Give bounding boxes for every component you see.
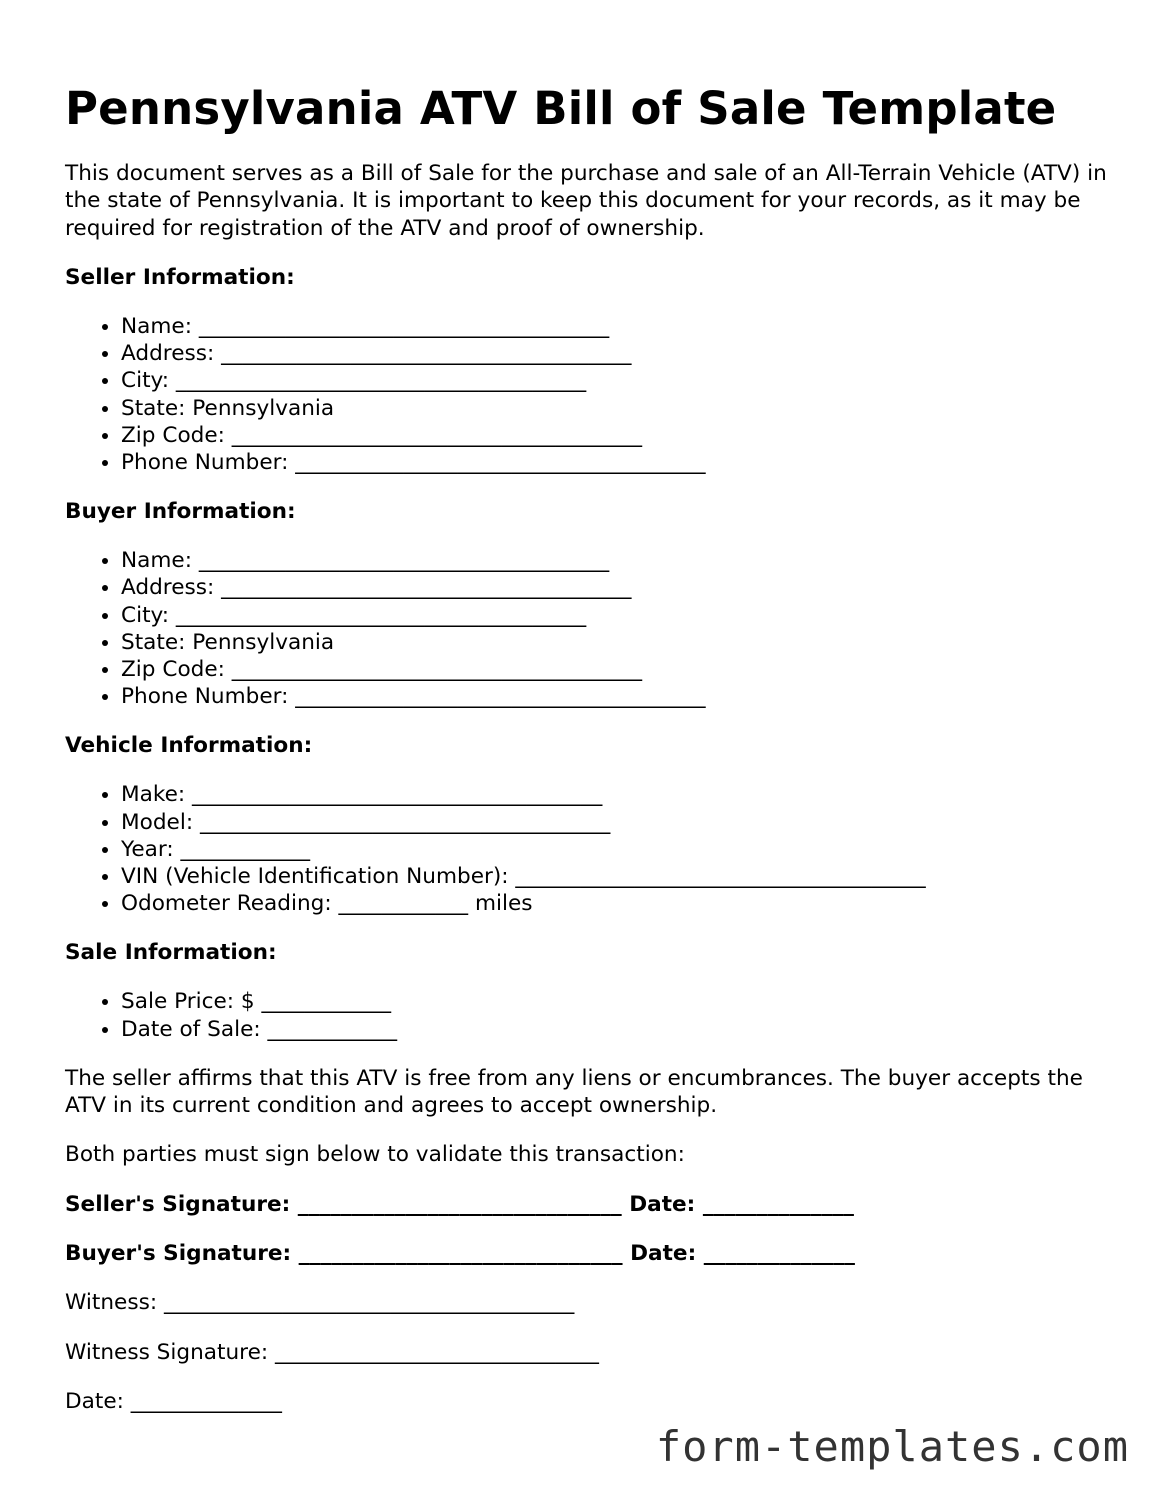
buyer-phone-field[interactable]: • Phone Number: ______________________________________ <box>121 683 1115 710</box>
watermark-text: form-templates.com <box>655 1422 1129 1471</box>
document-page <box>65 78 1115 1415</box>
buyer-name-field[interactable]: • Name: ______________________________________ <box>121 547 1115 574</box>
seller-phone-field[interactable]: • Phone Number: ______________________________________ <box>121 449 1115 476</box>
buyer-signature-line[interactable]: Buyer's Signature: ______________________________ Date: ______________ <box>65 1240 855 1266</box>
sale-list <box>65 988 1115 1042</box>
seller-state-field: • State: Pennsylvania <box>121 395 1115 422</box>
sale-date-field[interactable]: • Date of Sale: ____________ <box>121 1016 1115 1043</box>
buyer-heading: Buyer Information: <box>65 499 296 525</box>
buyer-zip-field[interactable]: • Zip Code: ______________________________________ <box>121 656 1115 683</box>
vehicle-heading: Vehicle Information: <box>65 733 313 759</box>
sign-prompt: Both parties must sign below to validate this transaction: <box>65 1142 685 1168</box>
vehicle-list <box>65 781 1115 917</box>
witness-date-line[interactable]: Date: ______________ <box>65 1388 282 1414</box>
intro-paragraph: This document serves as a Bill of Sale for the purchase and sale of an All-Terrain Vehicle (ATV) in the state of Pennsylvania. It is important to keep this document for your records, as it may be required for registration of the ATV and proof of ownership. <box>65 161 1107 241</box>
seller-list <box>65 313 1115 476</box>
buyer-address-field[interactable]: • Address: ______________________________________ <box>121 574 1115 601</box>
seller-city-field[interactable]: • City: ______________________________________ <box>121 367 1115 394</box>
buyer-list <box>65 547 1115 710</box>
vehicle-odometer-field[interactable]: • Odometer Reading: ____________ miles <box>121 890 1115 917</box>
witness-line[interactable]: Witness: ______________________________________ <box>65 1290 575 1316</box>
sale-heading: Sale Information: <box>65 940 277 966</box>
seller-zip-field[interactable]: • Zip Code: ______________________________________ <box>121 422 1115 449</box>
affirmation-paragraph: The seller affirms that this ATV is free from any liens or encumbrances. The buyer accepts the ATV in its current condition and agrees to accept ownership. <box>65 1065 1083 1119</box>
vehicle-vin-field[interactable]: • VIN (Vehicle Identification Number): ______________________________________ <box>121 863 1115 890</box>
witness-signature-line[interactable]: Witness Signature: ______________________________ <box>65 1339 599 1365</box>
seller-heading: Seller Information: <box>65 264 295 290</box>
vehicle-model-field[interactable]: • Model: ______________________________________ <box>121 809 1115 836</box>
vehicle-year-field[interactable]: • Year: ____________ <box>121 836 1115 863</box>
seller-signature-line[interactable]: Seller's Signature: ______________________________ Date: ______________ <box>65 1191 854 1217</box>
buyer-state-field: • State: Pennsylvania <box>121 629 1115 656</box>
seller-name-field[interactable]: • Name: ______________________________________ <box>121 313 1115 340</box>
seller-address-field[interactable]: • Address: ______________________________________ <box>121 340 1115 367</box>
buyer-city-field[interactable]: • City: ______________________________________ <box>121 602 1115 629</box>
document-title: Pennsylvania ATV Bill of Sale Template <box>65 82 1057 135</box>
vehicle-make-field[interactable]: • Make: ______________________________________ <box>121 781 1115 808</box>
sale-price-field[interactable]: • Sale Price: $ ____________ <box>121 988 1115 1015</box>
